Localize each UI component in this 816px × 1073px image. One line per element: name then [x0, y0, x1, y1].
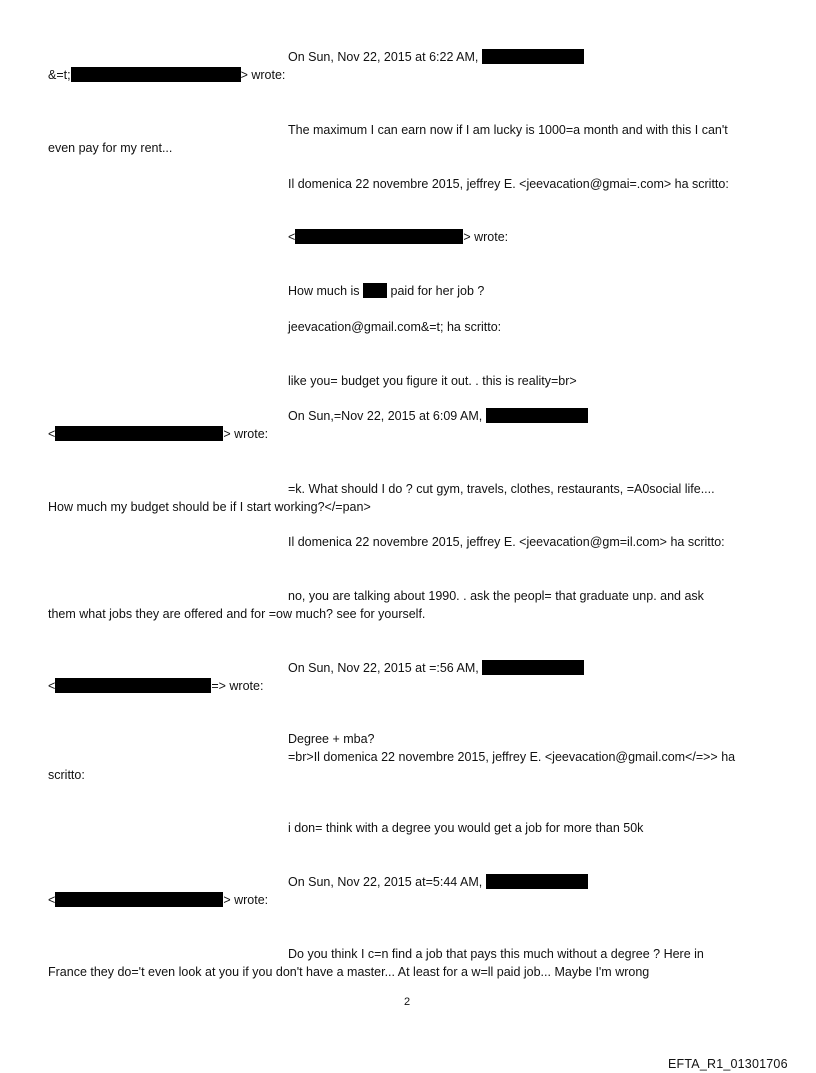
email-header-line: < > wrote:: [288, 230, 509, 244]
redaction-box: [482, 49, 584, 64]
message-text: like you= budget you figure it out. . this is reality=br>: [288, 374, 577, 388]
email-header-line: On Sun,=Nov 22, 2015 at 6:09 AM,: [288, 408, 588, 424]
redaction-box: [295, 229, 463, 244]
message-text: even pay for my rent...: [48, 141, 173, 155]
message-text: =k. What should I do ? cut gym, travels, clothes, restaurants, =A0social life....: [288, 482, 715, 496]
message-text: no, you are talking about 1990. . ask the peopl= that graduate unp. and ask: [288, 589, 704, 603]
redaction-box: [71, 67, 241, 82]
email-header-continuation: < > wrote:: [48, 893, 269, 907]
message-text: them what jobs they are offered and for =ow much? see for yourself.: [48, 607, 426, 621]
message-text: How much is paid for her job ?: [288, 284, 485, 298]
message-text: Degree + mba?: [288, 732, 375, 746]
document-id-footer: EFTA_R1_01301706: [668, 1057, 788, 1071]
quoted-header: Il domenica 22 novembre 2015, jeffrey E. <jeevacation@gm=il.com> ha scritto:: [288, 535, 725, 549]
email-header-continuation: < > wrote:: [48, 427, 269, 441]
message-text: The maximum I can earn now if I am lucky is 1000=a month and with this I can't: [288, 123, 728, 137]
page-number: 2: [404, 996, 411, 1008]
quoted-header: Il domenica 22 novembre 2015, jeffrey E. <jeevacation@gmai=.com> ha scritto:: [288, 177, 729, 191]
message-text: =br>Il domenica 22 novembre 2015, jeffrey E. <jeevacation@gmail.com</=>> ha: [288, 750, 736, 764]
redaction-box: [486, 408, 588, 423]
email-header-line: On Sun, Nov 22, 2015 at 6:22 AM,: [288, 49, 584, 65]
message-text: How much my budget should be if I start working?</=pan>: [48, 500, 371, 514]
redaction-box: [55, 892, 223, 907]
message-text: i don= think with a degree you would get a job for more than 50k: [288, 821, 644, 835]
quoted-header: jeevacation@gmail.com&=t; ha scritto:: [288, 320, 502, 334]
email-header-continuation: < => wrote:: [48, 679, 264, 693]
message-text: France they do='t even look at you if you don't have a master... At least for a w=ll paid job... Maybe I'm wrong: [48, 965, 650, 979]
email-header-line: On Sun, Nov 22, 2015 at =:56 AM,: [288, 660, 584, 676]
email-header-continuation: &=t; > wrote:: [48, 68, 286, 82]
redaction-box: [486, 874, 588, 889]
redaction-box: [55, 678, 211, 693]
message-text: Do you think I c=n find a job that pays this much without a degree ? Here in: [288, 947, 704, 961]
email-header-line: On Sun, Nov 22, 2015 at=5:44 AM,: [288, 874, 588, 890]
redaction-box: [55, 426, 223, 441]
redaction-box: [363, 283, 387, 298]
redaction-box: [482, 660, 584, 675]
message-text: scritto:: [48, 768, 85, 782]
